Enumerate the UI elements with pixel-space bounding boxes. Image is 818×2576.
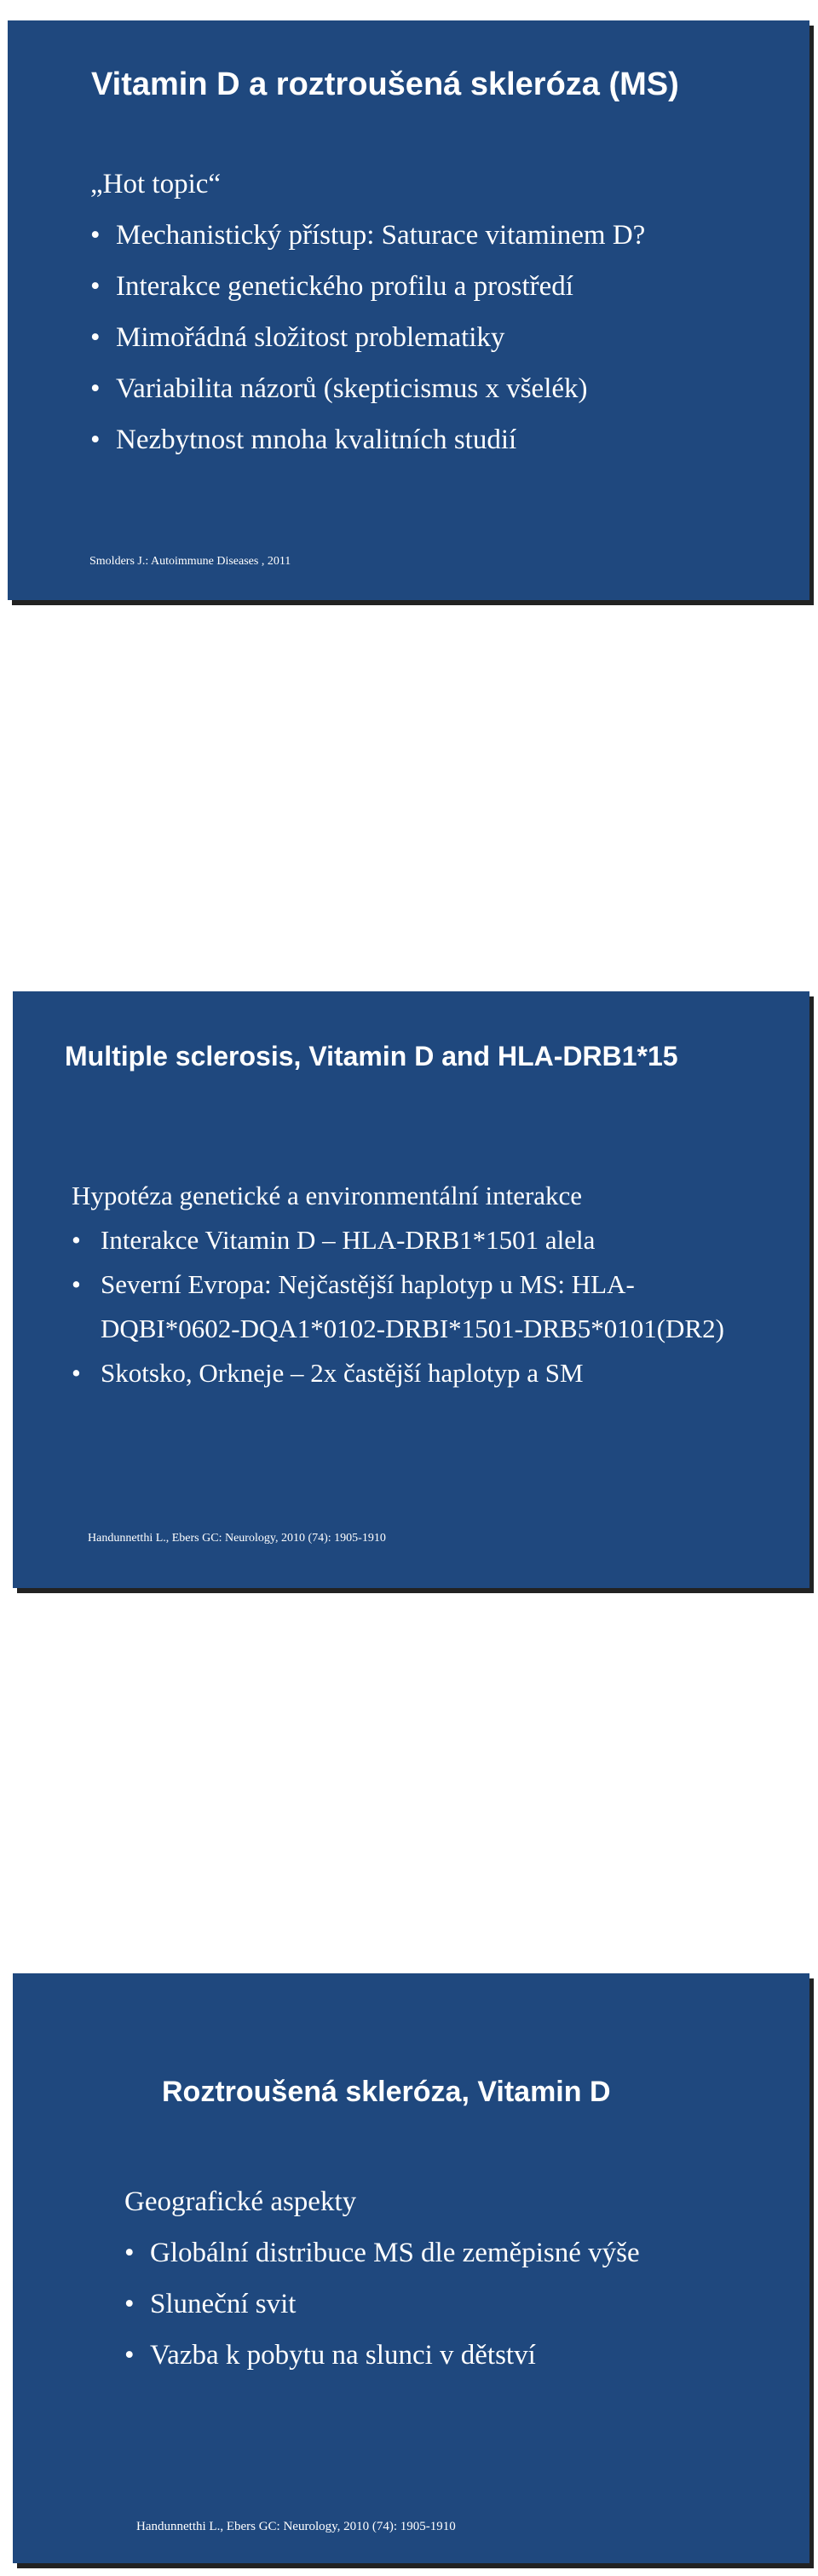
slide-title: Multiple sclerosis, Vitamin D and HLA-DRB1*15 bbox=[65, 1041, 678, 1071]
list-item-text: Mechanistický přístup: Saturace vitaminem D? bbox=[116, 220, 646, 251]
bullet-icon: • bbox=[90, 271, 101, 302]
slide-3 bbox=[13, 1973, 809, 2563]
slide-2 bbox=[13, 991, 809, 1588]
bullet-list bbox=[72, 1218, 770, 1395]
citation: Smolders J.: Autoimmune Diseases , 2011 bbox=[89, 555, 291, 568]
list-item-text: Sluneční svit bbox=[150, 2289, 297, 2319]
slide-body bbox=[124, 2176, 640, 2381]
list-item-text: Interakce Vitamin D – HLA-DRB1*1501 alela bbox=[101, 1225, 596, 1255]
citation: Handunnetthi L., Ebers GC: Neurology, 2010 (74): 1905-1910 bbox=[136, 2520, 456, 2533]
list-item bbox=[72, 1262, 770, 1351]
bullet-icon: • bbox=[90, 220, 101, 251]
list-item bbox=[90, 261, 645, 312]
bullet-list bbox=[90, 210, 645, 465]
list-item bbox=[72, 1218, 770, 1262]
list-item bbox=[124, 2330, 640, 2381]
list-item-text: Skotsko, Orkneje – 2x častější haplotyp a SM bbox=[101, 1358, 584, 1388]
bullet-icon: • bbox=[124, 2289, 135, 2319]
lead-text: Hypotéza genetické a environmentální interakce bbox=[72, 1181, 583, 1210]
slide-title: Vitamin D a roztroušená skleróza (MS) bbox=[91, 66, 679, 102]
bullet-icon: • bbox=[90, 322, 101, 353]
list-item-text: Vazba k pobytu na slunci v dětství bbox=[150, 2340, 536, 2371]
bullet-icon: • bbox=[90, 425, 101, 455]
list-item-text: Interakce genetického profilu a prostředí bbox=[116, 271, 573, 302]
citation: Handunnetthi L., Ebers GC: Neurology, 2010 (74): 1905-1910 bbox=[88, 1532, 386, 1545]
list-item bbox=[90, 414, 645, 465]
bullet-icon: • bbox=[124, 2340, 135, 2371]
list-item bbox=[124, 2227, 640, 2279]
list-item-text: Globální distribuce MS dle zeměpisné výše bbox=[150, 2238, 640, 2268]
bullet-icon: • bbox=[124, 2238, 135, 2268]
list-item bbox=[90, 312, 645, 363]
list-item-text: Nezbytnost mnoha kvalitních studií bbox=[116, 425, 517, 455]
slide-body bbox=[90, 159, 645, 465]
list-item-text: Variabilita názorů (skepticismus x všelék) bbox=[116, 373, 588, 404]
slide-body bbox=[72, 1174, 770, 1395]
bullet-icon: • bbox=[72, 1358, 81, 1388]
list-item bbox=[124, 2279, 640, 2330]
lead-text: Geografické aspekty bbox=[124, 2186, 357, 2217]
list-item bbox=[72, 1351, 770, 1395]
slide-title: Roztroušená skleróza, Vitamin D bbox=[162, 2076, 611, 2108]
bullet-icon: • bbox=[90, 373, 101, 404]
bullet-icon: • bbox=[72, 1225, 81, 1255]
bullet-list bbox=[124, 2227, 640, 2381]
lead-text: „Hot topic“ bbox=[90, 169, 222, 199]
list-item-text: Mimořádná složitost problematiky bbox=[116, 322, 505, 353]
list-item bbox=[90, 210, 645, 261]
list-item bbox=[90, 363, 645, 414]
bullet-icon: • bbox=[72, 1269, 81, 1299]
list-item-text: Severní Evropa: Nejčastější haplotyp u MS: HLA-DQBI*0602-DQA1*0102-DRBI*1501-DRB5*0101(DR2) bbox=[101, 1269, 724, 1343]
slide-1 bbox=[8, 20, 809, 600]
